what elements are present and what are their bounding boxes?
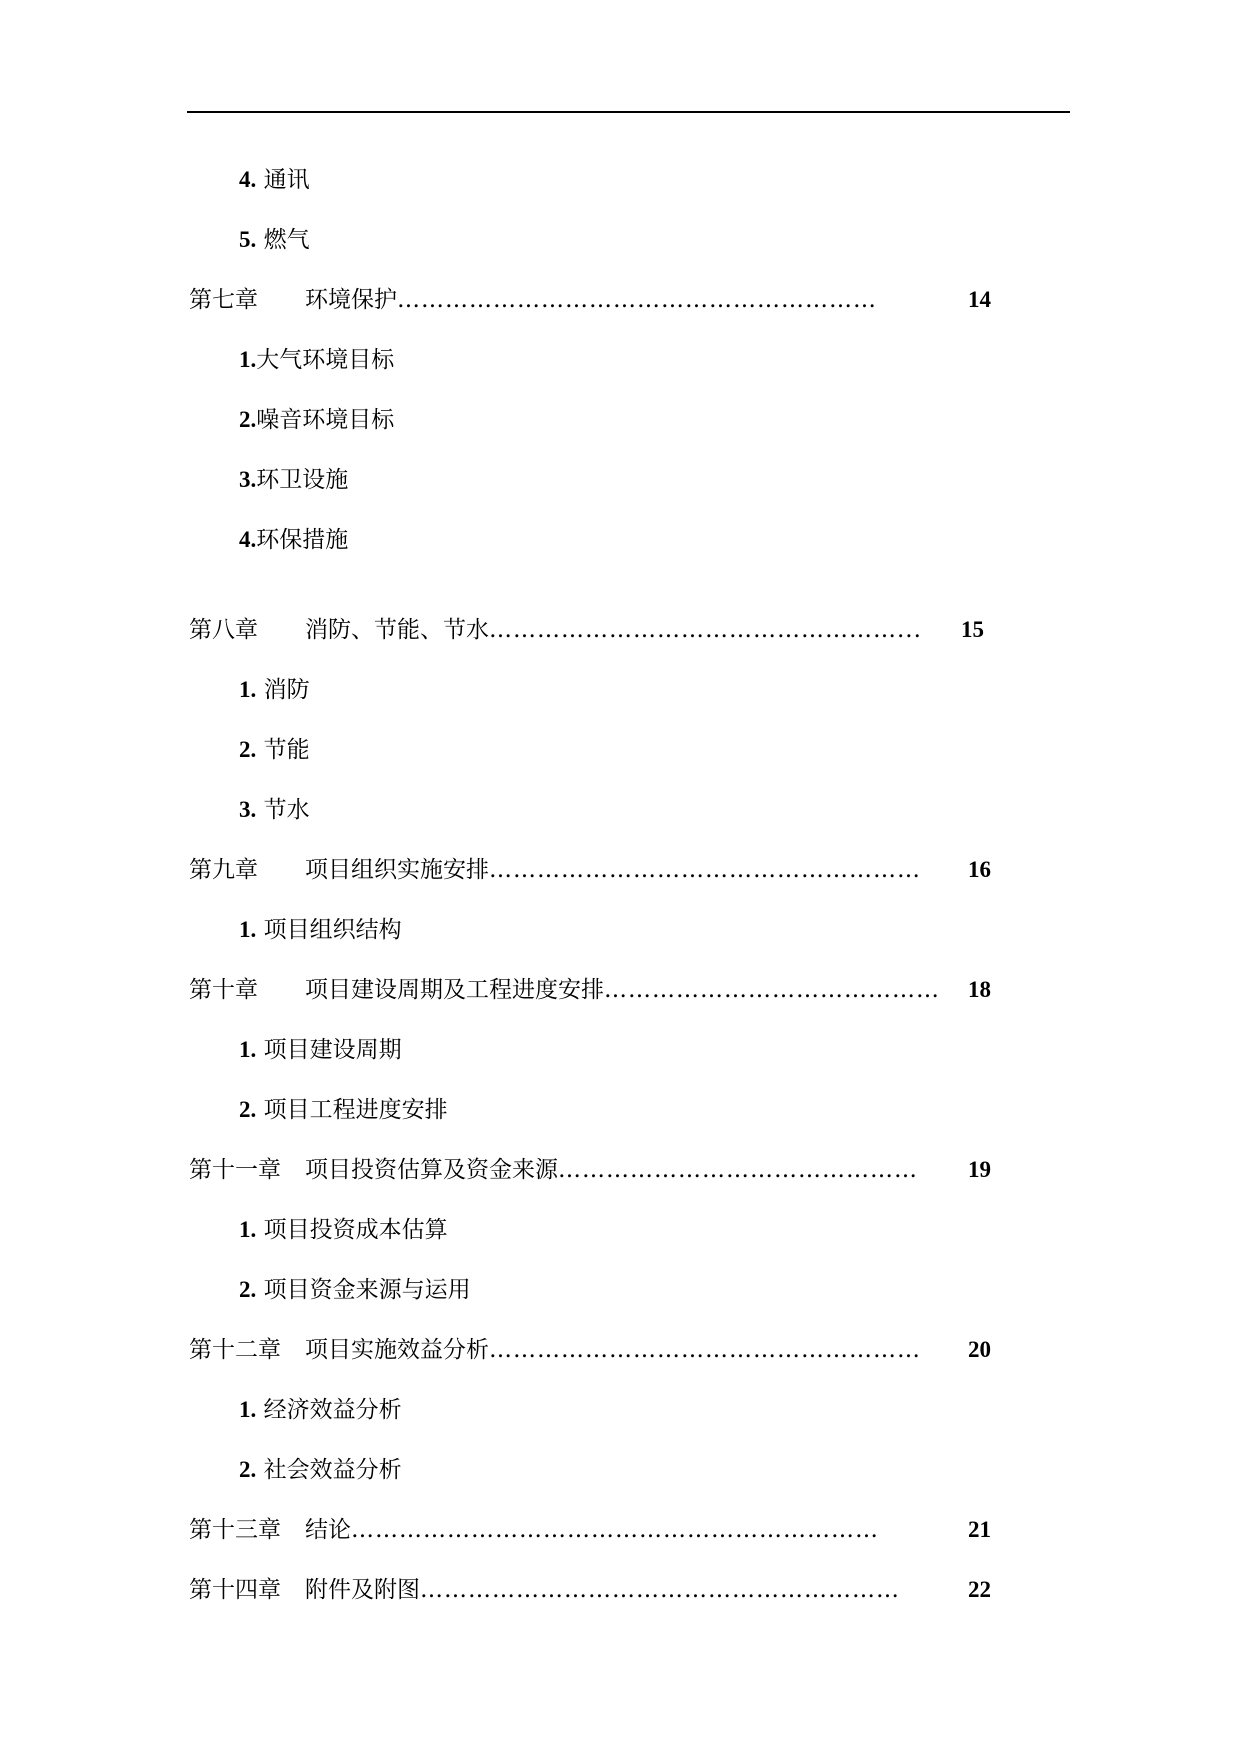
toc-page-number: 22 (968, 1577, 991, 1602)
toc-chapter-number: 第十四章 (189, 1577, 281, 1603)
toc-leader-dots: ………………………………………………………… (351, 1517, 879, 1543)
toc-subitem (239, 525, 348, 555)
toc-subitem-text: 经济效益分析 (263, 1397, 402, 1423)
toc-subitem-number: 4. (239, 167, 257, 192)
toc-subitem-number: 2. (239, 1457, 257, 1482)
toc-leader-dots: …………………………………… (604, 977, 940, 1003)
toc-chapter-title: 附件及附图 (305, 1577, 420, 1603)
toc-chapter-title: 项目投资估算及资金来源 (305, 1157, 558, 1183)
toc-subitem (239, 1455, 402, 1485)
toc-chapter-title: 环境保护 (305, 287, 397, 313)
toc-page-number: 20 (968, 1337, 991, 1362)
toc-leader-dots: ……………………………………………... (489, 617, 922, 643)
toc-subitem (239, 1395, 402, 1425)
toc-chapter-number: 第十三章 (189, 1517, 281, 1543)
toc-chapter-number: 第十一章 (189, 1157, 281, 1183)
toc-subitem-text: 项目组织结构 (263, 917, 402, 943)
toc-subitem (239, 735, 310, 765)
toc-subitem-text: 节能 (263, 737, 310, 763)
toc-subitem-number: 1. (239, 1217, 257, 1242)
header-rule (187, 111, 1070, 113)
toc-page-number: 18 (968, 977, 991, 1002)
toc-chapter-number: 第九章 (189, 857, 258, 883)
toc-chapter-title: 项目建设周期及工程进度安排 (305, 977, 604, 1003)
toc-leader-dots: …………………………………………………… (397, 287, 877, 313)
toc-chapter (189, 1155, 991, 1185)
toc-chapter (189, 1575, 991, 1605)
toc-subitem-text: 项目工程进度安排 (263, 1097, 448, 1123)
toc-subitem-number: 3. (239, 467, 257, 492)
toc-chapter-title: 结论 (305, 1517, 351, 1543)
toc-subitem-number: 2. (239, 1097, 257, 1122)
toc-subitem-text: 项目建设周期 (263, 1037, 402, 1063)
toc-subitem-text: 环保措施 (256, 527, 349, 553)
toc-subitem-number: 5. (239, 227, 257, 252)
toc-chapter-title: 项目组织实施安排 (305, 857, 489, 883)
toc-subitem-number: 4. (239, 527, 257, 552)
toc-subitem (239, 165, 310, 195)
toc-leader-dots: ……………………………………………… (489, 1337, 921, 1363)
toc-subitem (239, 465, 348, 495)
toc-chapter-number: 第十二章 (189, 1337, 281, 1363)
toc-chapter (189, 1515, 991, 1545)
toc-chapter-number: 第八章 (189, 617, 258, 643)
toc-subitem-text: 项目资金来源与运用 (263, 1277, 471, 1303)
toc-subitem (239, 1215, 448, 1245)
toc-subitem (239, 405, 394, 435)
toc-subitem-number: 1. (239, 917, 257, 942)
toc-subitem-text: 大气环境目标 (256, 347, 395, 373)
toc-chapter-number: 第七章 (189, 287, 258, 313)
toc-page-number: 14 (968, 287, 991, 312)
toc-subitem (239, 795, 310, 825)
toc-subitem (239, 675, 310, 705)
toc-leader-dots: ……………………………………… (558, 1157, 918, 1183)
toc-subitem-number: 2. (239, 1277, 257, 1302)
toc-subitem-text: 通讯 (263, 167, 310, 193)
toc-subitem (239, 1095, 448, 1125)
toc-chapter-title: 项目实施效益分析 (305, 1337, 489, 1363)
toc-subitem (239, 225, 310, 255)
toc-subitem-number: 1. (239, 347, 257, 372)
toc-subitem-number: 2. (239, 737, 257, 762)
toc-subitem-text: 项目投资成本估算 (263, 1217, 448, 1243)
toc-subitem-text: 燃气 (263, 227, 310, 253)
toc-subitem (239, 345, 394, 375)
toc-page-number: 16 (968, 857, 991, 882)
toc-subitem-text: 环卫设施 (256, 467, 349, 493)
toc-chapter (189, 615, 984, 645)
toc-chapter-title: 消防、节能、节水 (305, 617, 489, 643)
toc-page-number: 21 (968, 1517, 991, 1542)
toc-chapter (189, 975, 991, 1005)
toc-subitem (239, 1275, 471, 1305)
toc-chapter (189, 285, 991, 315)
toc-subitem-text: 噪音环境目标 (256, 407, 395, 433)
toc-subitem-number: 1. (239, 677, 257, 702)
toc-leader-dots: …………………………………………………… (420, 1577, 900, 1603)
toc-subitem-number: 2. (239, 407, 257, 432)
toc-subitem-number: 1. (239, 1397, 257, 1422)
toc-subitem-text: 节水 (263, 797, 310, 823)
toc-chapter (189, 855, 991, 885)
toc-subitem-text: 消防 (263, 677, 310, 703)
toc-leader-dots: ……………………………………………… (489, 857, 921, 883)
toc-subitem-number: 3. (239, 797, 257, 822)
toc-subitem-text: 社会效益分析 (263, 1457, 402, 1483)
toc-subitem (239, 1035, 402, 1065)
toc-page-number: 19 (968, 1157, 991, 1182)
toc-subitem (239, 915, 402, 945)
toc-chapter-number: 第十章 (189, 977, 258, 1003)
toc-page-number: 15 (961, 617, 984, 642)
toc-subitem-number: 1. (239, 1037, 257, 1062)
toc-chapter (189, 1335, 991, 1365)
